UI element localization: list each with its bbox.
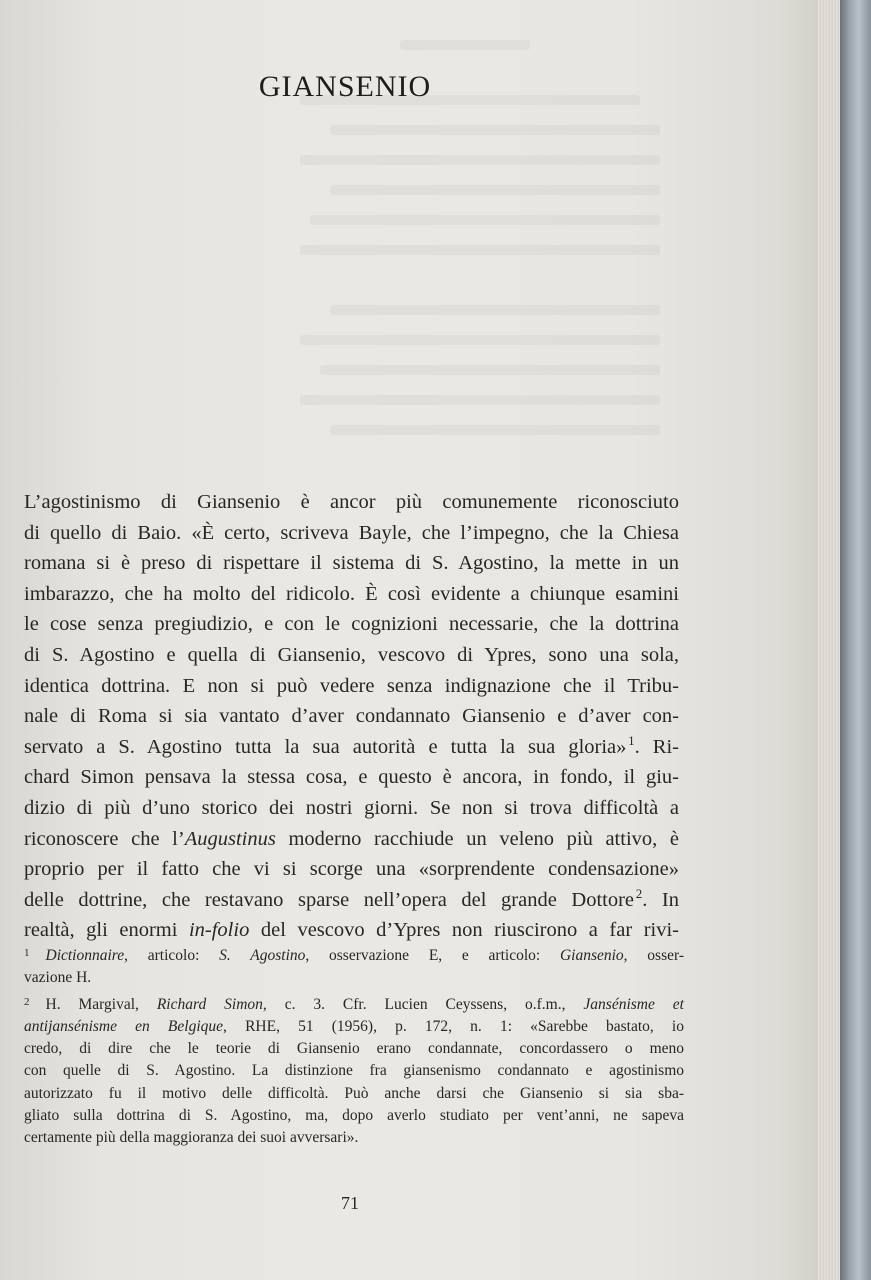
body-line [24,885,679,916]
footnote-italic: Richard Simon [156,995,263,1013]
footnote-text: credo, di dire che le teorie di Giansenio erano condannate, concordassero o meno [24,1040,684,1058]
footnote-italic: Dictionnaire [45,947,125,964]
body-line [24,548,679,579]
body-line [24,671,679,702]
body-line [24,609,679,640]
footnote-text: autorizzato fu il motivo delle difficoltà. Può anche darsi che Giansenio si sia sba- [24,1084,684,1102]
body-line [24,915,679,946]
body-line [24,824,679,855]
body-text-segment: del vescovo d’Ypres non riuscirono a far rivi- [249,919,680,942]
footnote-text: , articolo: [124,947,220,964]
body-text-segment: di quello di Baio. «È certo, scriveva Bayle, che l’impegno, che la Chiesa [24,521,679,544]
footnote-line [24,1105,684,1127]
body-line [24,579,679,610]
body-italic-term: in-folio [188,919,250,942]
footnote-line [24,1016,684,1038]
footnote-text: certamente più della maggioranza dei suoi avversari». [24,1129,359,1147]
body-text-segment: L’agostinismo di Giansenio è ancor più comunemente riconosciuto [24,491,679,513]
footnote-reference[interactable]: 1 [628,732,635,748]
footnote-text: gliato sulla dottrina di S. Agostino, ma, dopo averlo studiato per vent’anni, ne sapeva [24,1107,684,1125]
footnote-number: 2 [24,995,30,1008]
body-paragraph [24,487,679,946]
footnote-text: vazione H. [24,969,92,987]
body-text-segment: nale di Roma si sia vantato d’aver condannato Giansenio e d’aver con- [24,705,679,728]
footnote-text: , osservazione E, e articolo: [305,947,560,964]
body-line [24,793,679,824]
body-text-segment: delle dottrine, che restavano sparse nell’opera del grande Dottore [24,888,635,911]
body-line [24,854,679,885]
footnote-text: , osser- [623,947,684,964]
footnotes [24,945,684,1154]
footnote-line [24,1060,684,1082]
body-line [24,487,679,518]
body-text-segment: imbarazzo, che ha molto del ridicolo. È così evidente a chiunque esamini [24,582,679,605]
footnote-text: , RHE, 51 (1956), p. 172, n. 1: «Sarebbe bastato, io [223,1017,684,1035]
body-text-segment: realtà, gli enormi [24,919,189,942]
footnote-text: H. Margival, [45,995,157,1013]
body-text-segment: proprio per il fatto che vi si scorge una «sorprendente condensazione» [24,858,679,881]
footnote-italic: Giansenio [559,947,624,964]
body-text-segment: servato a S. Agostino tutta la sua autorità e tutta la sua gloria» [24,735,627,758]
page-number: 71 [341,1193,359,1213]
footnote-2 [24,994,684,1150]
body-line [24,640,679,671]
footnote-number: 1 [24,947,30,959]
body-text-segment: romana si è preso di rispettare il sistema di S. Agostino, la mette in un [24,552,679,575]
footnote-italic: antijansénisme en Belgique [24,1017,224,1035]
book-cover-edge [840,0,871,1280]
footnote-line [24,967,684,989]
body-line [24,762,679,793]
footnote-italic: Jansénisme et [583,995,684,1013]
body-text-segment: chard Simon pensava la stessa cosa, e questo è ancora, in fondo, il giu- [24,766,679,789]
footnote-text: con quelle di S. Agostino. La distinzione fra giansenismo condannato e agostinismo [24,1062,684,1080]
footnote-line [24,1038,684,1060]
body-line [24,518,679,549]
body-italic-term: Augustinus [184,827,276,850]
footnote-text: , c. 3. Cfr. Lucien Ceyssens, o.f.m., [262,995,584,1013]
footnote-1 [24,945,684,990]
footnote-line [24,1127,684,1149]
footnote-line [24,1083,684,1105]
body-text-segment: dizio di più d’uno storico dei nostri giorni. Se non si trova difficoltà a [24,796,679,819]
body-text-segment: moderno racchiude un veleno più attivo, è [275,827,679,850]
body-text-segment: le cose senza pregiudizio, e con le cognizioni necessarie, che la dottrina [24,613,679,636]
chapter-title: GIANSENIO [258,70,432,103]
footnote-line [24,945,684,967]
footnote-line [24,994,684,1016]
footnote-italic: S. Agostino [219,947,306,964]
body-line [24,701,679,732]
body-text-segment: . In [642,888,680,911]
body-text-segment: riconoscere che l’ [24,827,185,850]
footnote-reference[interactable]: 2 [635,885,643,901]
body-text-segment: . Ri- [634,735,679,758]
body-line [24,732,679,763]
body-text-segment: identica dottrina. E non si può vedere senza indignazione che il Tribu- [24,674,679,697]
body-text-segment: di S. Agostino e quella di Giansenio, vescovo di Ypres, sono una sola, [24,643,679,666]
